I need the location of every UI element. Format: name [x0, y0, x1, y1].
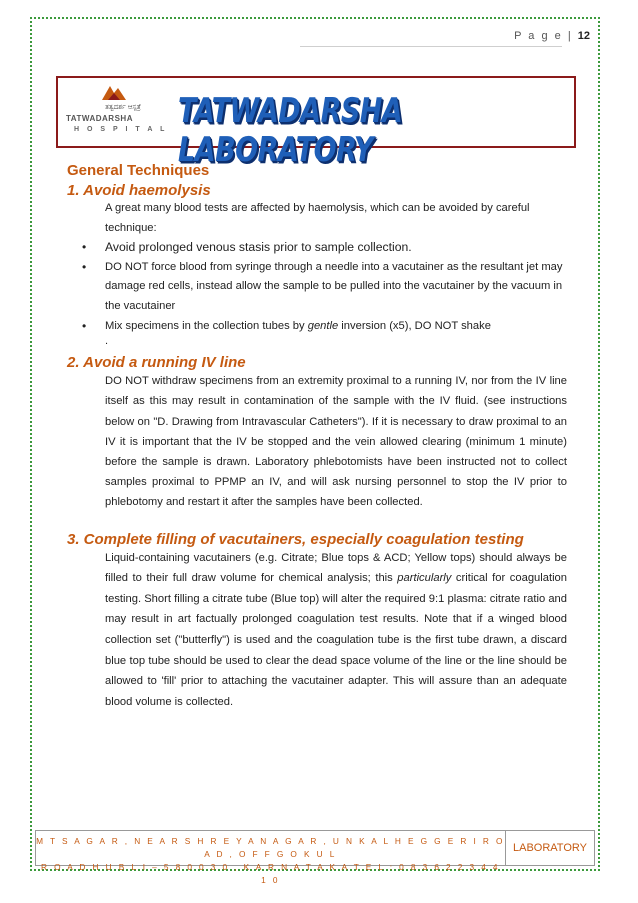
banner-title: TATWADARSHA LABORATORY [178, 92, 403, 170]
section-1-intro: A great many blood tests are affected by haemolysis, which can be avoided by careful technique: [105, 202, 530, 234]
section-2-body: DO NOT withdraw specimens from an extremity proximal to a running IV, nor from the IV line itself as this may result in contamination of the sample with the IV fluid. (see instructions below on "D. Drawing from Intravascular Catheters"). If it is necessary to draw proximal to an IV it is important that the IV be stopped and the vein allowed clearing (minimum 1 minute) before the sample is drawn. Laboratory phlebotomists have been instructed not to collect samples proximal to PPMP an IV, and will ask nursing personnel to stop the IV prior to phlebotomy and restart it after the samples have been collected. [105, 375, 567, 509]
header-banner [56, 76, 576, 170]
section-1-bullets [67, 238, 567, 336]
hospital-logo [64, 84, 174, 140]
logo-subtitle: H O S P I T A L [74, 126, 168, 133]
list-item: • Mix specimens in the collection tubes by gentle inversion (x5), DO NOT shake [105, 317, 567, 337]
trailing-dot: . [105, 335, 109, 348]
main-heading: General Techniques [67, 162, 210, 179]
list-item: • Avoid prolonged venous stasis prior to sample collection. [105, 238, 567, 258]
page-number: P a g e | 12 [514, 30, 590, 42]
logo-name: TATWADARSHA [66, 114, 133, 123]
section-3-body: Liquid-containing vacutainers (e.g. Citrate; Blue tops & ACD; Yellow tops) should always be filled to their full draw volume for chemical analysis; this particularly critical for coagulation testing. Short filling a citrate tube (Blue top) will alter the required 9:1 plasma: citrate ratio and may result in art factually prolonged coagulation test results. Note that if a winged blood collection set ("butterfly") is used and the coagulation tube is the first tube drawn, a discard blue top tube should be used to clear the dead space volume of the line or the line should be allowed to 'fill' prior to attaching the vacutainer adapter. This will assure than an adequate blood volume is collected. [105, 551, 568, 708]
logo-kannada-text: ತತ್ವದರ್ಶ ಆಸ್ಪತ್ರೆ [105, 104, 141, 111]
footer-label: LABORATORY [513, 842, 587, 854]
logo-mark-icon [100, 84, 128, 102]
section-1-heading: 1. Avoid haemolysis [67, 182, 211, 199]
section-2-heading: 2. Avoid a running IV line [67, 354, 246, 372]
list-item: • DO NOT force blood from syringe through a needle into a vacutainer as the resultant jet may damage red cells, instead allow the sample to be pulled into the vacutainer by the vacuum in the vacutainer [105, 258, 567, 317]
header-rule [300, 46, 562, 47]
document-body [67, 162, 567, 712]
section-3-heading: 3. Complete filling of vacutainers, especially coagulation testing [67, 530, 524, 548]
footer-address: M T S A G A R , N E A R S H R E Y A N A G A R , U N K A L H E G G E R I R O A D , O F F G O K U L R O A D H U B L I – 5 8 0 0 3 0 , K A R N A T A K A T E L : 0 8 3 6 2 2 3 4 4 1 0 [36, 831, 506, 865]
page-footer [35, 830, 595, 885]
